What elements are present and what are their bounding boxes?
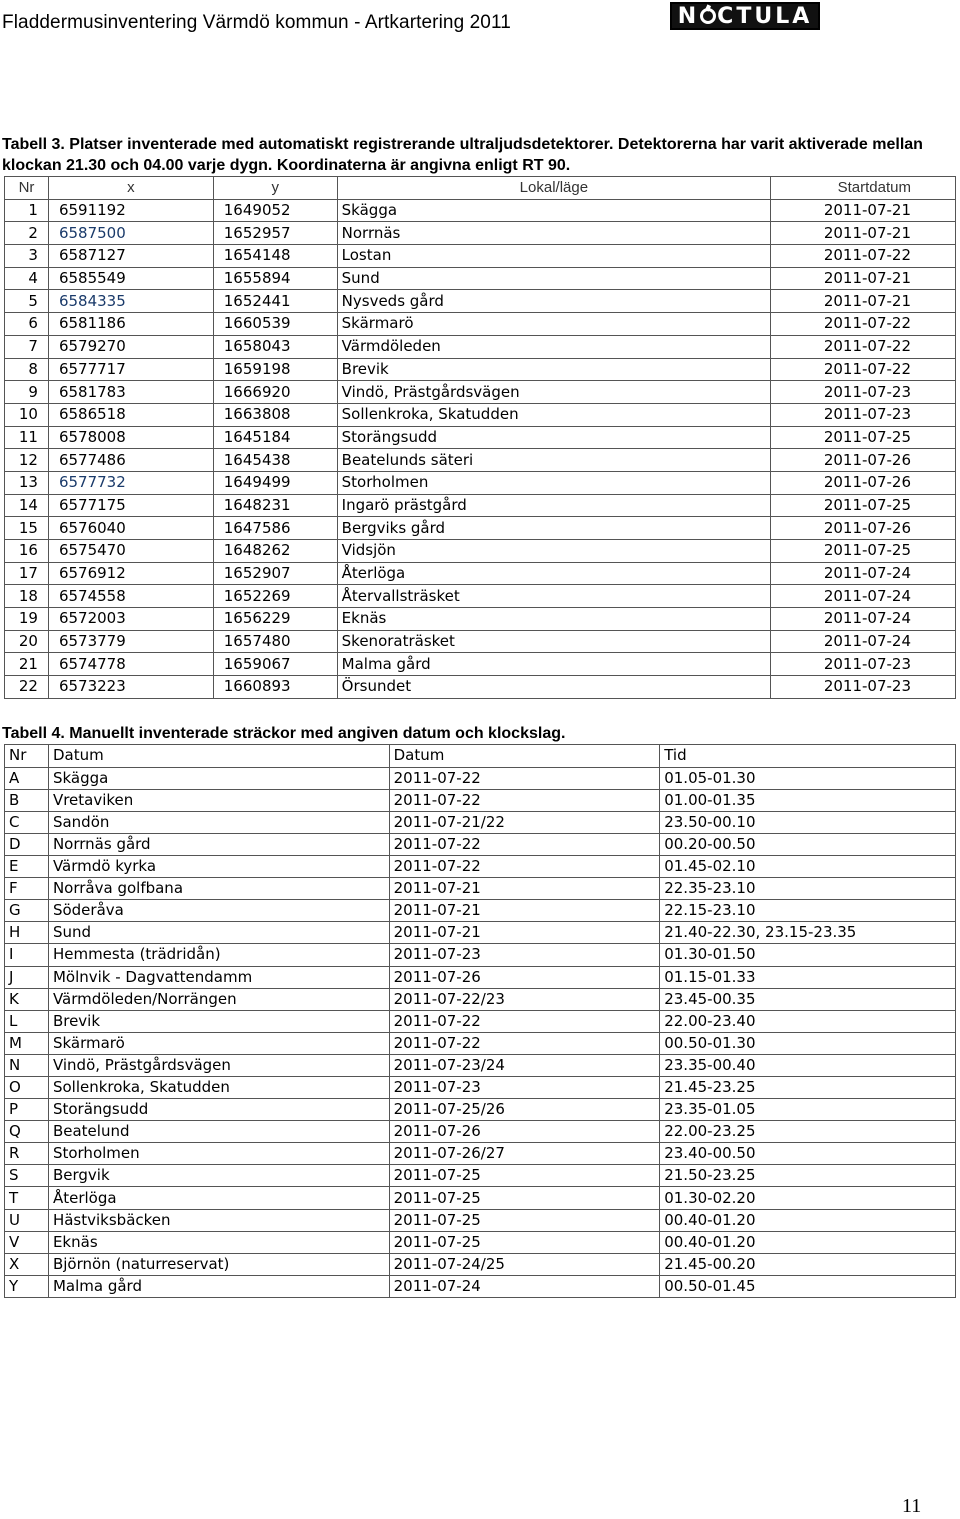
column-header-datum: Datum — [389, 745, 660, 768]
cell-startdatum: 2011-07-22 — [771, 313, 956, 336]
table-row — [5, 767, 956, 789]
cell-lokal: Norrnäs — [337, 222, 770, 245]
cell-nr: F — [5, 878, 49, 900]
cell-lokal: Bergvik — [48, 1165, 389, 1187]
cell-nr: T — [5, 1187, 49, 1209]
cell-nr: 1 — [5, 199, 49, 222]
cell-lokal: Mölnvik - Dagvattendamm — [48, 966, 389, 988]
cell-y: 1649499 — [213, 471, 337, 494]
cell-startdatum: 2011-07-23 — [771, 403, 956, 426]
cell-x: 6575470 — [48, 540, 213, 563]
cell-datum: 2011-07-25 — [389, 1187, 660, 1209]
cell-tid: 23.45-00.35 — [660, 988, 956, 1010]
column-header-y: y — [213, 177, 337, 200]
cell-datum: 2011-07-21 — [389, 878, 660, 900]
cell-startdatum: 2011-07-23 — [771, 676, 956, 699]
cell-nr: 18 — [5, 585, 49, 608]
cell-y: 1663808 — [213, 403, 337, 426]
page-number: 11 — [902, 1495, 922, 1517]
cell-nr: 3 — [5, 245, 49, 268]
cell-nr: 21 — [5, 653, 49, 676]
cell-startdatum: 2011-07-25 — [771, 540, 956, 563]
column-header-x: x — [48, 177, 213, 200]
table-row — [5, 1231, 956, 1253]
cell-lokal: Björnön (naturreservat) — [48, 1253, 389, 1275]
table-row — [5, 676, 956, 699]
cell-nr: 15 — [5, 517, 49, 540]
cell-y: 1652441 — [213, 290, 337, 313]
cell-lokal: Sollenkroka, Skatudden — [48, 1077, 389, 1099]
cell-lokal: Sund — [48, 922, 389, 944]
column-header-tid: Tid — [660, 745, 956, 768]
cell-x: 6576040 — [48, 517, 213, 540]
cell-nr: E — [5, 856, 49, 878]
table3-header-row — [5, 177, 956, 200]
cell-startdatum: 2011-07-21 — [771, 199, 956, 222]
cell-nr: V — [5, 1231, 49, 1253]
cell-datum: 2011-07-22 — [389, 1032, 660, 1054]
cell-nr: 5 — [5, 290, 49, 313]
cell-startdatum: 2011-07-26 — [771, 471, 956, 494]
table-row — [5, 335, 956, 358]
cell-y: 1655894 — [213, 267, 337, 290]
cell-nr: B — [5, 789, 49, 811]
cell-lokal: Värmdöleden — [337, 335, 770, 358]
cell-nr: I — [5, 944, 49, 966]
cell-lokal: Återvallsträsket — [337, 585, 770, 608]
cell-datum: 2011-07-22 — [389, 1010, 660, 1032]
table-row — [5, 988, 956, 1010]
column-header-nr: Nr — [5, 177, 49, 200]
cell-tid: 23.40-00.50 — [660, 1143, 956, 1165]
cell-x: 6581186 — [48, 313, 213, 336]
cell-x: 6587127 — [48, 245, 213, 268]
cell-nr: U — [5, 1209, 49, 1231]
cell-y: 1660539 — [213, 313, 337, 336]
cell-nr: 4 — [5, 267, 49, 290]
cell-datum: 2011-07-26 — [389, 1121, 660, 1143]
cell-y: 1652269 — [213, 585, 337, 608]
cell-x: 6577486 — [48, 449, 213, 472]
cell-x: 6573779 — [48, 630, 213, 653]
cell-lokal: Eknäs — [337, 608, 770, 631]
cell-nr: Q — [5, 1121, 49, 1143]
cell-nr: C — [5, 811, 49, 833]
cell-startdatum: 2011-07-21 — [771, 290, 956, 313]
cell-lokal: Sollenkroka, Skatudden — [337, 403, 770, 426]
cell-datum: 2011-07-24/25 — [389, 1253, 660, 1275]
cell-y: 1652907 — [213, 562, 337, 585]
noctula-logo: N CTULA — [670, 2, 820, 30]
cell-tid: 00.50-01.45 — [660, 1275, 956, 1297]
cell-nr: 12 — [5, 449, 49, 472]
cell-nr: O — [5, 1077, 49, 1099]
table-row — [5, 1275, 956, 1297]
cell-nr: 9 — [5, 381, 49, 404]
cell-lokal: Hästviksbäcken — [48, 1209, 389, 1231]
table-row — [5, 833, 956, 855]
document-header-title: Fladdermusinventering Värmdö kommun - Artkartering 2011 — [2, 12, 511, 33]
cell-tid: 23.50-00.10 — [660, 811, 956, 833]
table-row — [5, 900, 956, 922]
column-header-lokal: Datum — [48, 745, 389, 768]
column-header-lokal: Lokal/läge — [337, 177, 770, 200]
table-row — [5, 290, 956, 313]
cell-tid: 23.35-00.40 — [660, 1054, 956, 1076]
cell-lokal: Beatelunds säteri — [337, 449, 770, 472]
cell-nr: 14 — [5, 494, 49, 517]
cell-datum: 2011-07-26 — [389, 966, 660, 988]
cell-datum: 2011-07-22 — [389, 789, 660, 811]
cell-lokal: Nysveds gård — [337, 290, 770, 313]
cell-lokal: Skägga — [48, 767, 389, 789]
cell-nr: K — [5, 988, 49, 1010]
cell-lokal: Skägga — [337, 199, 770, 222]
cell-nr: N — [5, 1054, 49, 1076]
cell-y: 1654148 — [213, 245, 337, 268]
cell-nr: L — [5, 1010, 49, 1032]
table-row — [5, 426, 956, 449]
table-row — [5, 222, 956, 245]
cell-datum: 2011-07-25 — [389, 1209, 660, 1231]
cell-datum: 2011-07-26/27 — [389, 1143, 660, 1165]
cell-startdatum: 2011-07-25 — [771, 494, 956, 517]
table-row — [5, 494, 956, 517]
cell-datum: 2011-07-22 — [389, 767, 660, 789]
cell-lokal: Storängsudd — [337, 426, 770, 449]
table-row — [5, 585, 956, 608]
cell-y: 1656229 — [213, 608, 337, 631]
cell-datum: 2011-07-23 — [389, 944, 660, 966]
table-row — [5, 630, 956, 653]
cell-tid: 00.40-01.20 — [660, 1209, 956, 1231]
cell-tid: 00.50-01.30 — [660, 1032, 956, 1054]
cell-datum: 2011-07-21 — [389, 900, 660, 922]
cell-datum: 2011-07-21/22 — [389, 811, 660, 833]
table-row — [5, 358, 956, 381]
cell-lokal: Vindö, Prästgårdsvägen — [337, 381, 770, 404]
cell-startdatum: 2011-07-26 — [771, 449, 956, 472]
cell-x: 6577732 — [48, 471, 213, 494]
cell-tid: 01.05-01.30 — [660, 767, 956, 789]
table-row — [5, 1054, 956, 1076]
cell-tid: 00.40-01.20 — [660, 1231, 956, 1253]
cell-nr: S — [5, 1165, 49, 1187]
table-row — [5, 449, 956, 472]
cell-tid: 21.45-23.25 — [660, 1077, 956, 1099]
cell-nr: 19 — [5, 608, 49, 631]
cell-x: 6577175 — [48, 494, 213, 517]
cell-x: 6579270 — [48, 335, 213, 358]
cell-lokal: Vidsjön — [337, 540, 770, 563]
cell-x: 6586518 — [48, 403, 213, 426]
cell-nr: 6 — [5, 313, 49, 336]
table-row — [5, 1143, 956, 1165]
cell-y: 1649052 — [213, 199, 337, 222]
cell-lokal: Norråva golfbana — [48, 878, 389, 900]
cell-tid: 23.35-01.05 — [660, 1099, 956, 1121]
cell-lokal: Värmdö kyrka — [48, 856, 389, 878]
table-row — [5, 1209, 956, 1231]
cell-nr: X — [5, 1253, 49, 1275]
table-row — [5, 267, 956, 290]
cell-y: 1648231 — [213, 494, 337, 517]
cell-lokal: Återlöga — [337, 562, 770, 585]
cell-x: 6587500 — [48, 222, 213, 245]
table-row — [5, 1121, 956, 1143]
cell-startdatum: 2011-07-21 — [771, 267, 956, 290]
table-row — [5, 1187, 956, 1209]
table-row — [5, 789, 956, 811]
cell-startdatum: 2011-07-24 — [771, 562, 956, 585]
cell-lokal: Örsundet — [337, 676, 770, 699]
cell-lokal: Beatelund — [48, 1121, 389, 1143]
table-row — [5, 517, 956, 540]
cell-lokal: Storholmen — [48, 1143, 389, 1165]
table-row — [5, 811, 956, 833]
cell-startdatum: 2011-07-23 — [771, 653, 956, 676]
table-row — [5, 199, 956, 222]
table-row — [5, 403, 956, 426]
cell-tid: 22.15-23.10 — [660, 900, 956, 922]
cell-datum: 2011-07-22 — [389, 856, 660, 878]
cell-y: 1659198 — [213, 358, 337, 381]
cell-tid: 22.00-23.40 — [660, 1010, 956, 1032]
cell-lokal: Brevik — [337, 358, 770, 381]
table-row — [5, 562, 956, 585]
cell-tid: 21.45-00.20 — [660, 1253, 956, 1275]
cell-startdatum: 2011-07-23 — [771, 381, 956, 404]
cell-x: 6574778 — [48, 653, 213, 676]
cell-lokal: Vretaviken — [48, 789, 389, 811]
cell-nr: 22 — [5, 676, 49, 699]
table-row — [5, 944, 956, 966]
table-row — [5, 1032, 956, 1054]
cell-x: 6576912 — [48, 562, 213, 585]
cell-datum: 2011-07-25/26 — [389, 1099, 660, 1121]
cell-x: 6585549 — [48, 267, 213, 290]
cell-lokal: Sund — [337, 267, 770, 290]
cell-nr: J — [5, 966, 49, 988]
cell-y: 1659067 — [213, 653, 337, 676]
cell-y: 1660893 — [213, 676, 337, 699]
cell-nr: G — [5, 900, 49, 922]
column-header-startdatum: Startdatum — [771, 177, 956, 200]
cell-datum: 2011-07-23/24 — [389, 1054, 660, 1076]
cell-tid: 21.40-22.30, 23.15-23.35 — [660, 922, 956, 944]
table-row — [5, 1253, 956, 1275]
cell-nr: 8 — [5, 358, 49, 381]
cell-datum: 2011-07-22 — [389, 833, 660, 855]
cell-nr: 11 — [5, 426, 49, 449]
cell-datum: 2011-07-22/23 — [389, 988, 660, 1010]
cell-tid: 22.35-23.10 — [660, 878, 956, 900]
cell-startdatum: 2011-07-22 — [771, 245, 956, 268]
cell-x: 6591192 — [48, 199, 213, 222]
cell-datum: 2011-07-23 — [389, 1077, 660, 1099]
table-row — [5, 1010, 956, 1032]
table3-detector-sites — [4, 176, 956, 699]
table-row — [5, 1165, 956, 1187]
cell-nr: 7 — [5, 335, 49, 358]
cell-y: 1666920 — [213, 381, 337, 404]
cell-lokal: Norrnäs gård — [48, 833, 389, 855]
cell-startdatum: 2011-07-24 — [771, 585, 956, 608]
cell-startdatum: 2011-07-21 — [771, 222, 956, 245]
cell-x: 6572003 — [48, 608, 213, 631]
table3-caption: Tabell 3. Platser inventerade med automatiskt registrerande ultraljudsdetektorer. Detektorerna har varit aktiverade mellan klockan 21.30 och 04.00 varje dygn. Koordinaterna är angivna enligt RT 90. — [2, 136, 923, 174]
cell-datum: 2011-07-25 — [389, 1231, 660, 1253]
table-row — [5, 966, 956, 988]
cell-lokal: Skenoraträsket — [337, 630, 770, 653]
cell-lokal: Bergviks gård — [337, 517, 770, 540]
cell-tid: 01.45-02.10 — [660, 856, 956, 878]
table-row — [5, 1077, 956, 1099]
cell-startdatum: 2011-07-24 — [771, 608, 956, 631]
cell-lokal: Brevik — [48, 1010, 389, 1032]
table4-header-row — [5, 745, 956, 768]
cell-startdatum: 2011-07-24 — [771, 630, 956, 653]
cell-startdatum: 2011-07-22 — [771, 335, 956, 358]
cell-nr: 16 — [5, 540, 49, 563]
cell-x: 6573223 — [48, 676, 213, 699]
cell-x: 6581783 — [48, 381, 213, 404]
cell-nr: M — [5, 1032, 49, 1054]
table-row — [5, 471, 956, 494]
cell-tid: 01.30-02.20 — [660, 1187, 956, 1209]
cell-lokal: Storängsudd — [48, 1099, 389, 1121]
table-row — [5, 381, 956, 404]
cell-y: 1657480 — [213, 630, 337, 653]
cell-y: 1647586 — [213, 517, 337, 540]
table-row — [5, 653, 956, 676]
cell-nr: H — [5, 922, 49, 944]
cell-lokal: Ingarö prästgård — [337, 494, 770, 517]
cell-lokal: Värmdöleden/Norrängen — [48, 988, 389, 1010]
cell-lokal: Vindö, Prästgårdsvägen — [48, 1054, 389, 1076]
table4-caption: Tabell 4. Manuellt inventerade sträckor med angiven datum och klockslag. — [2, 725, 566, 742]
cell-tid: 22.00-23.25 — [660, 1121, 956, 1143]
column-header-nr: Nr — [5, 745, 49, 768]
cell-lokal: Sandön — [48, 811, 389, 833]
cell-y: 1645184 — [213, 426, 337, 449]
table-row — [5, 245, 956, 268]
table-row — [5, 608, 956, 631]
cell-nr: 17 — [5, 562, 49, 585]
cell-y: 1648262 — [213, 540, 337, 563]
cell-x: 6577717 — [48, 358, 213, 381]
cell-lokal: Söderåva — [48, 900, 389, 922]
cell-x: 6574558 — [48, 585, 213, 608]
cell-nr: Y — [5, 1275, 49, 1297]
cell-nr: R — [5, 1143, 49, 1165]
cell-lokal: Skärmarö — [48, 1032, 389, 1054]
cell-lokal: Malma gård — [337, 653, 770, 676]
cell-tid: 00.20-00.50 — [660, 833, 956, 855]
cell-nr: 2 — [5, 222, 49, 245]
table4-manual-routes — [4, 744, 956, 1298]
cell-tid: 21.50-23.25 — [660, 1165, 956, 1187]
table-row — [5, 540, 956, 563]
cell-nr: A — [5, 767, 49, 789]
logo-owl-o-icon — [700, 8, 716, 24]
cell-y: 1652957 — [213, 222, 337, 245]
cell-tid: 01.30-01.50 — [660, 944, 956, 966]
cell-nr: 20 — [5, 630, 49, 653]
cell-lokal: Hemmesta (trädridån) — [48, 944, 389, 966]
cell-lokal: Storholmen — [337, 471, 770, 494]
cell-tid: 01.15-01.33 — [660, 966, 956, 988]
table-row — [5, 922, 956, 944]
table-row — [5, 313, 956, 336]
table-row — [5, 1099, 956, 1121]
cell-y: 1658043 — [213, 335, 337, 358]
cell-x: 6584335 — [48, 290, 213, 313]
cell-tid: 01.00-01.35 — [660, 789, 956, 811]
cell-nr: P — [5, 1099, 49, 1121]
table3-body — [5, 199, 956, 698]
cell-startdatum: 2011-07-26 — [771, 517, 956, 540]
cell-lokal: Återlöga — [48, 1187, 389, 1209]
cell-startdatum: 2011-07-22 — [771, 358, 956, 381]
cell-x: 6578008 — [48, 426, 213, 449]
cell-nr: D — [5, 833, 49, 855]
cell-nr: 10 — [5, 403, 49, 426]
table-row — [5, 856, 956, 878]
cell-startdatum: 2011-07-25 — [771, 426, 956, 449]
cell-datum: 2011-07-24 — [389, 1275, 660, 1297]
cell-datum: 2011-07-21 — [389, 922, 660, 944]
cell-lokal: Malma gård — [48, 1275, 389, 1297]
cell-lokal: Lostan — [337, 245, 770, 268]
cell-nr: 13 — [5, 471, 49, 494]
table4-body — [5, 767, 956, 1297]
table-row — [5, 878, 956, 900]
cell-lokal: Skärmarö — [337, 313, 770, 336]
cell-lokal: Eknäs — [48, 1231, 389, 1253]
cell-datum: 2011-07-25 — [389, 1165, 660, 1187]
cell-y: 1645438 — [213, 449, 337, 472]
